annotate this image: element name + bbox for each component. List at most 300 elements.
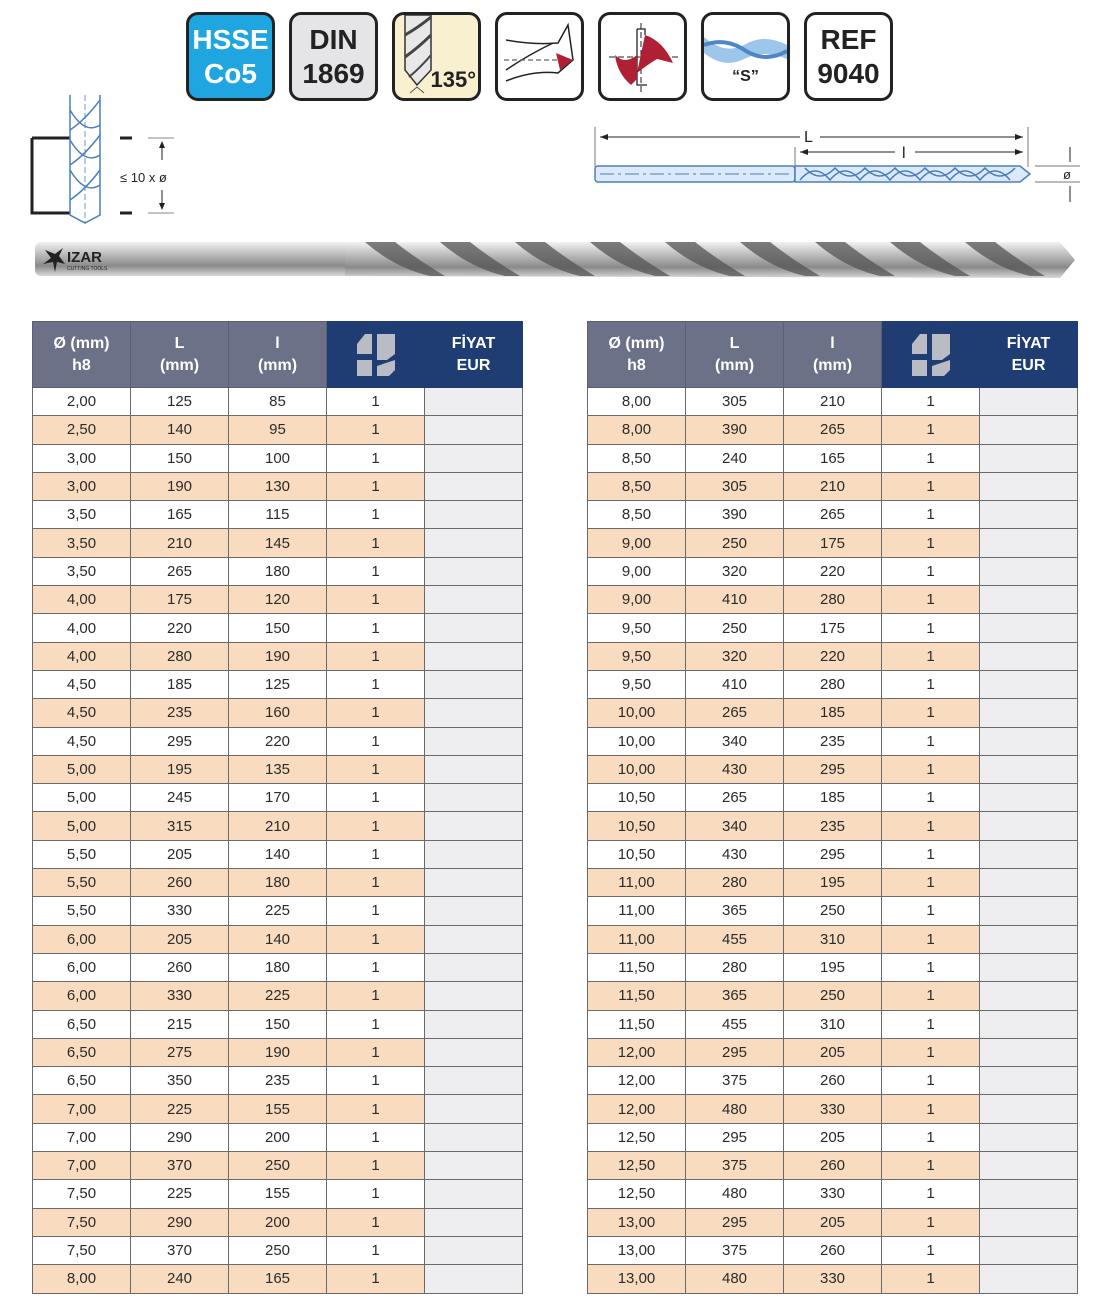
reference-line2: 9040 <box>817 57 880 89</box>
cell-pack-quantity: 1 <box>327 1095 425 1123</box>
cell-diameter: 9,50 <box>588 670 686 698</box>
web-thinning-icon <box>498 15 581 98</box>
cell-price <box>425 1208 523 1236</box>
cell-overall-length: 480 <box>686 1265 784 1293</box>
cell-flute-length: 330 <box>784 1180 882 1208</box>
header-diameter-line1: Ø (mm) <box>53 334 110 352</box>
header-diameter-line2: h8 <box>72 356 91 374</box>
cell-flute-length: 210 <box>229 812 327 840</box>
cell-flute-length: 165 <box>784 444 882 472</box>
table-row <box>588 840 1078 868</box>
cell-pack-quantity: 1 <box>882 388 980 416</box>
table-row <box>588 1123 1078 1151</box>
cell-price <box>980 614 1078 642</box>
cell-price <box>425 557 523 585</box>
table-row <box>588 755 1078 783</box>
cell-diameter: 3,50 <box>33 557 131 585</box>
cell-overall-length: 410 <box>686 670 784 698</box>
cell-diameter: 10,00 <box>588 699 686 727</box>
cell-diameter: 12,00 <box>588 1067 686 1095</box>
cell-flute-length: 135 <box>229 755 327 783</box>
cell-flute-length: 130 <box>229 472 327 500</box>
cell-price <box>425 1010 523 1038</box>
cell-diameter: 8,00 <box>33 1265 131 1293</box>
cell-flute-length: 150 <box>229 1010 327 1038</box>
cell-diameter: 8,00 <box>588 388 686 416</box>
cell-pack-quantity: 1 <box>882 840 980 868</box>
cell-pack-quantity: 1 <box>327 1010 425 1038</box>
table-row <box>588 472 1078 500</box>
cell-overall-length: 240 <box>131 1265 229 1293</box>
cell-diameter: 6,00 <box>33 982 131 1010</box>
cell-diameter: 9,50 <box>588 642 686 670</box>
cell-diameter: 11,00 <box>588 925 686 953</box>
cell-price <box>980 472 1078 500</box>
helix-type-label: “S” <box>732 68 759 85</box>
cell-diameter: 7,50 <box>33 1208 131 1236</box>
table-row <box>33 925 523 953</box>
cell-price <box>980 840 1078 868</box>
table-row <box>33 1067 523 1095</box>
cell-pack-quantity: 1 <box>882 784 980 812</box>
cell-flute-length: 155 <box>229 1180 327 1208</box>
cell-price <box>980 812 1078 840</box>
table-row <box>33 586 523 614</box>
cell-price <box>980 1095 1078 1123</box>
cell-diameter: 2,50 <box>33 416 131 444</box>
cell-pack-quantity: 1 <box>327 670 425 698</box>
cell-pack-quantity: 1 <box>882 614 980 642</box>
cell-price <box>980 501 1078 529</box>
header-l-line1: l <box>830 334 835 352</box>
cell-diameter: 5,00 <box>33 755 131 783</box>
cell-price <box>425 416 523 444</box>
table-row <box>33 444 523 472</box>
table-row <box>33 840 523 868</box>
cell-overall-length: 295 <box>686 1038 784 1066</box>
cell-diameter: 11,00 <box>588 897 686 925</box>
cell-pack-quantity: 1 <box>327 812 425 840</box>
table-row <box>588 953 1078 981</box>
drilling-depth-diagram <box>30 95 190 225</box>
cell-price <box>980 1123 1078 1151</box>
cell-diameter: 12,50 <box>588 1180 686 1208</box>
cell-pack-quantity: 1 <box>882 444 980 472</box>
cell-overall-length: 175 <box>131 586 229 614</box>
cell-pack-quantity: 1 <box>327 925 425 953</box>
cell-flute-length: 310 <box>784 925 882 953</box>
cell-diameter: 7,00 <box>33 1095 131 1123</box>
table-row <box>588 586 1078 614</box>
cell-flute-length: 260 <box>784 1152 882 1180</box>
header-L-line1: L <box>729 334 740 352</box>
cell-overall-length: 330 <box>131 982 229 1010</box>
cell-price <box>425 755 523 783</box>
cell-pack-quantity: 1 <box>327 784 425 812</box>
table-header-row <box>588 322 1078 388</box>
cell-pack-quantity: 1 <box>327 869 425 897</box>
cell-overall-length: 375 <box>686 1236 784 1264</box>
cell-overall-length: 480 <box>686 1095 784 1123</box>
cell-price <box>980 982 1078 1010</box>
cell-pack-quantity: 1 <box>327 1236 425 1264</box>
table-row <box>33 1208 523 1236</box>
cell-flute-length: 235 <box>784 727 882 755</box>
cell-flute-length: 250 <box>784 982 882 1010</box>
table-row <box>33 953 523 981</box>
cell-diameter: 6,50 <box>33 1010 131 1038</box>
standard-line1: DIN <box>309 23 358 55</box>
cell-price <box>980 1010 1078 1038</box>
table-row <box>33 1152 523 1180</box>
cell-diameter: 3,50 <box>33 501 131 529</box>
cell-pack-quantity: 1 <box>327 982 425 1010</box>
cell-overall-length: 190 <box>131 472 229 500</box>
cell-diameter: 5,00 <box>33 812 131 840</box>
table-row <box>33 670 523 698</box>
cell-diameter: 3,00 <box>33 472 131 500</box>
cell-overall-length: 290 <box>131 1208 229 1236</box>
table-row <box>33 472 523 500</box>
cell-pack-quantity: 1 <box>882 472 980 500</box>
table-row <box>588 1010 1078 1038</box>
cell-overall-length: 225 <box>131 1180 229 1208</box>
cell-diameter: 13,00 <box>588 1236 686 1264</box>
material-line2: Co5 <box>204 57 257 89</box>
cell-price <box>425 529 523 557</box>
cell-overall-length: 260 <box>131 869 229 897</box>
cell-diameter: 6,50 <box>33 1067 131 1095</box>
cell-price <box>980 1180 1078 1208</box>
table-row <box>588 388 1078 416</box>
cell-overall-length: 205 <box>131 840 229 868</box>
cell-overall-length: 290 <box>131 1123 229 1151</box>
cell-diameter: 8,50 <box>588 472 686 500</box>
cell-diameter: 10,50 <box>588 840 686 868</box>
cell-diameter: 4,00 <box>33 614 131 642</box>
cell-pack-quantity: 1 <box>327 557 425 585</box>
material-badge <box>186 12 275 101</box>
cell-price <box>425 586 523 614</box>
cell-overall-length: 390 <box>686 416 784 444</box>
cell-diameter: 13,00 <box>588 1208 686 1236</box>
cell-overall-length: 275 <box>131 1038 229 1066</box>
cell-pack-quantity: 1 <box>327 444 425 472</box>
cell-overall-length: 320 <box>686 642 784 670</box>
cell-diameter: 6,00 <box>33 925 131 953</box>
cell-flute-length: 165 <box>229 1265 327 1293</box>
cell-pack-quantity: 1 <box>882 1123 980 1151</box>
cell-price <box>980 1038 1078 1066</box>
cell-flute-length: 225 <box>229 982 327 1010</box>
cell-price <box>980 642 1078 670</box>
cell-pack-quantity: 1 <box>327 727 425 755</box>
table-row <box>33 755 523 783</box>
cell-flute-length: 190 <box>229 642 327 670</box>
header-flute-length <box>229 322 327 388</box>
table-row <box>588 925 1078 953</box>
cell-overall-length: 260 <box>131 953 229 981</box>
cell-pack-quantity: 1 <box>327 388 425 416</box>
table-row <box>588 444 1078 472</box>
cell-pack-quantity: 1 <box>327 755 425 783</box>
cell-overall-length: 430 <box>686 840 784 868</box>
header-pack-quantity <box>327 322 425 388</box>
cell-diameter: 9,50 <box>588 614 686 642</box>
cell-diameter: 13,00 <box>588 1265 686 1293</box>
cell-flute-length: 195 <box>784 953 882 981</box>
cell-price <box>425 501 523 529</box>
cell-price <box>980 755 1078 783</box>
table-row <box>33 416 523 444</box>
cell-flute-length: 220 <box>229 727 327 755</box>
table-body-right <box>588 388 1078 1294</box>
cell-overall-length: 210 <box>131 529 229 557</box>
cell-overall-length: 265 <box>686 784 784 812</box>
table-row <box>33 1038 523 1066</box>
cell-flute-length: 280 <box>784 586 882 614</box>
header-price <box>980 322 1078 388</box>
cell-overall-length: 240 <box>686 444 784 472</box>
cell-pack-quantity: 1 <box>882 1236 980 1264</box>
cell-flute-length: 115 <box>229 501 327 529</box>
table-row <box>588 529 1078 557</box>
cell-diameter: 7,00 <box>33 1152 131 1180</box>
cell-flute-length: 85 <box>229 388 327 416</box>
cell-pack-quantity: 1 <box>882 1038 980 1066</box>
drill-spec-table-left <box>32 321 523 1294</box>
cell-diameter: 8,50 <box>588 501 686 529</box>
cell-flute-length: 220 <box>784 557 882 585</box>
table-row <box>588 727 1078 755</box>
header-flute-length <box>784 322 882 388</box>
cell-pack-quantity: 1 <box>882 586 980 614</box>
cell-overall-length: 370 <box>131 1236 229 1264</box>
cell-price <box>425 840 523 868</box>
cell-pack-quantity: 1 <box>327 1123 425 1151</box>
cell-flute-length: 200 <box>229 1123 327 1151</box>
cell-overall-length: 365 <box>686 982 784 1010</box>
cell-diameter: 9,00 <box>588 586 686 614</box>
cell-diameter: 4,00 <box>33 586 131 614</box>
table-row <box>588 501 1078 529</box>
cell-overall-length: 350 <box>131 1067 229 1095</box>
cell-flute-length: 150 <box>229 614 327 642</box>
cell-pack-quantity: 1 <box>882 699 980 727</box>
table-body-left <box>33 388 523 1294</box>
cell-price <box>425 388 523 416</box>
cell-flute-length: 210 <box>784 388 882 416</box>
cell-pack-quantity: 1 <box>327 472 425 500</box>
cell-diameter: 4,50 <box>33 699 131 727</box>
table-row <box>588 1067 1078 1095</box>
cell-price <box>425 1038 523 1066</box>
cell-pack-quantity: 1 <box>327 1038 425 1066</box>
point-angle-badge <box>392 12 481 101</box>
cell-price <box>980 925 1078 953</box>
cell-pack-quantity: 1 <box>327 1208 425 1236</box>
header-price-line2: EUR <box>456 356 491 374</box>
table-row <box>588 642 1078 670</box>
cell-price <box>425 869 523 897</box>
cell-diameter: 10,50 <box>588 812 686 840</box>
cell-overall-length: 430 <box>686 755 784 783</box>
table-row <box>33 614 523 642</box>
header-L-line2: (mm) <box>159 356 200 374</box>
cell-diameter: 5,50 <box>33 897 131 925</box>
cell-price <box>425 727 523 755</box>
cell-price <box>980 953 1078 981</box>
cell-diameter: 10,00 <box>588 755 686 783</box>
cell-pack-quantity: 1 <box>882 925 980 953</box>
cell-flute-length: 120 <box>229 586 327 614</box>
table-row <box>33 1095 523 1123</box>
header-l-line1: l <box>275 334 280 352</box>
header-overall-length <box>686 322 784 388</box>
cross-section-badge <box>598 12 687 101</box>
cell-pack-quantity: 1 <box>327 840 425 868</box>
cell-pack-quantity: 1 <box>882 1095 980 1123</box>
cell-flute-length: 200 <box>229 1208 327 1236</box>
cell-diameter: 11,00 <box>588 869 686 897</box>
cell-overall-length: 140 <box>131 416 229 444</box>
table-row <box>33 699 523 727</box>
cell-price <box>425 1152 523 1180</box>
table-row <box>588 557 1078 585</box>
overall-length-label: L <box>804 129 813 146</box>
cell-diameter: 12,50 <box>588 1123 686 1151</box>
cell-diameter: 4,50 <box>33 670 131 698</box>
cell-pack-quantity: 1 <box>327 501 425 529</box>
cell-diameter: 8,00 <box>588 416 686 444</box>
cell-price <box>425 897 523 925</box>
cell-flute-length: 175 <box>784 614 882 642</box>
table-row <box>33 388 523 416</box>
cell-pack-quantity: 1 <box>882 642 980 670</box>
cell-overall-length: 185 <box>131 670 229 698</box>
table-row <box>33 501 523 529</box>
cell-overall-length: 125 <box>131 388 229 416</box>
cell-diameter: 7,50 <box>33 1236 131 1264</box>
cell-overall-length: 410 <box>686 586 784 614</box>
cell-overall-length: 480 <box>686 1180 784 1208</box>
cell-pack-quantity: 1 <box>327 897 425 925</box>
cell-overall-length: 295 <box>686 1208 784 1236</box>
cell-overall-length: 280 <box>686 869 784 897</box>
table-row <box>588 1152 1078 1180</box>
cell-pack-quantity: 1 <box>882 727 980 755</box>
cell-price <box>980 869 1078 897</box>
cell-pack-quantity: 1 <box>327 614 425 642</box>
header-diameter <box>33 322 131 388</box>
table-row <box>588 784 1078 812</box>
cell-overall-length: 375 <box>686 1152 784 1180</box>
cell-overall-length: 455 <box>686 1010 784 1038</box>
cell-diameter: 12,00 <box>588 1038 686 1066</box>
cell-overall-length: 340 <box>686 727 784 755</box>
cell-overall-length: 250 <box>686 529 784 557</box>
cell-flute-length: 265 <box>784 416 882 444</box>
header-diameter <box>588 322 686 388</box>
cell-price <box>425 699 523 727</box>
table-row <box>33 869 523 897</box>
cell-overall-length: 250 <box>686 614 784 642</box>
cell-price <box>980 699 1078 727</box>
material-line1: HSSE <box>192 23 269 55</box>
cell-diameter: 3,00 <box>33 444 131 472</box>
cell-price <box>425 953 523 981</box>
cell-overall-length: 455 <box>686 925 784 953</box>
cell-overall-length: 225 <box>131 1095 229 1123</box>
cell-overall-length: 340 <box>686 812 784 840</box>
cell-diameter: 11,50 <box>588 953 686 981</box>
cell-diameter: 3,50 <box>33 529 131 557</box>
cell-flute-length: 170 <box>229 784 327 812</box>
cell-price <box>980 897 1078 925</box>
cell-overall-length: 150 <box>131 444 229 472</box>
cell-price <box>980 1208 1078 1236</box>
cell-overall-length: 375 <box>686 1067 784 1095</box>
table-row <box>33 812 523 840</box>
cell-overall-length: 320 <box>686 557 784 585</box>
cell-price <box>980 529 1078 557</box>
cell-price <box>425 1095 523 1123</box>
cell-flute-length: 330 <box>784 1265 882 1293</box>
cell-price <box>980 670 1078 698</box>
header-l-line2: (mm) <box>257 356 298 374</box>
cell-price <box>425 925 523 953</box>
cell-overall-length: 220 <box>131 614 229 642</box>
table-row <box>588 1180 1078 1208</box>
cell-price <box>425 1265 523 1293</box>
cell-overall-length: 365 <box>686 897 784 925</box>
cell-flute-length: 225 <box>229 897 327 925</box>
cell-diameter: 4,50 <box>33 727 131 755</box>
cell-overall-length: 280 <box>131 642 229 670</box>
cell-flute-length: 95 <box>229 416 327 444</box>
cell-flute-length: 295 <box>784 840 882 868</box>
header-L-line1: L <box>174 334 185 352</box>
cell-flute-length: 175 <box>784 529 882 557</box>
cell-pack-quantity: 1 <box>882 1152 980 1180</box>
cell-diameter: 10,50 <box>588 784 686 812</box>
cell-pack-quantity: 1 <box>327 529 425 557</box>
table-row <box>33 982 523 1010</box>
cell-price <box>980 416 1078 444</box>
table-row <box>588 1236 1078 1264</box>
cell-diameter: 7,50 <box>33 1180 131 1208</box>
cell-pack-quantity: 1 <box>327 953 425 981</box>
cell-flute-length: 180 <box>229 557 327 585</box>
cell-overall-length: 235 <box>131 699 229 727</box>
cell-flute-length: 250 <box>229 1152 327 1180</box>
cell-flute-length: 260 <box>784 1236 882 1264</box>
drill-product-image <box>35 238 1080 282</box>
cell-flute-length: 140 <box>229 925 327 953</box>
table-header-row <box>33 322 523 388</box>
reference-line1: REF <box>820 23 877 55</box>
header-diameter-line1: Ø (mm) <box>608 334 665 352</box>
cell-pack-quantity: 1 <box>327 1265 425 1293</box>
header-price-line1: FİYAT <box>1006 334 1051 352</box>
cell-overall-length: 295 <box>686 1123 784 1151</box>
table-row <box>33 1265 523 1293</box>
cross-section-icon <box>601 15 684 98</box>
standard-badge <box>289 12 378 101</box>
cell-price <box>425 784 523 812</box>
cell-flute-length: 220 <box>784 642 882 670</box>
cell-price <box>425 642 523 670</box>
